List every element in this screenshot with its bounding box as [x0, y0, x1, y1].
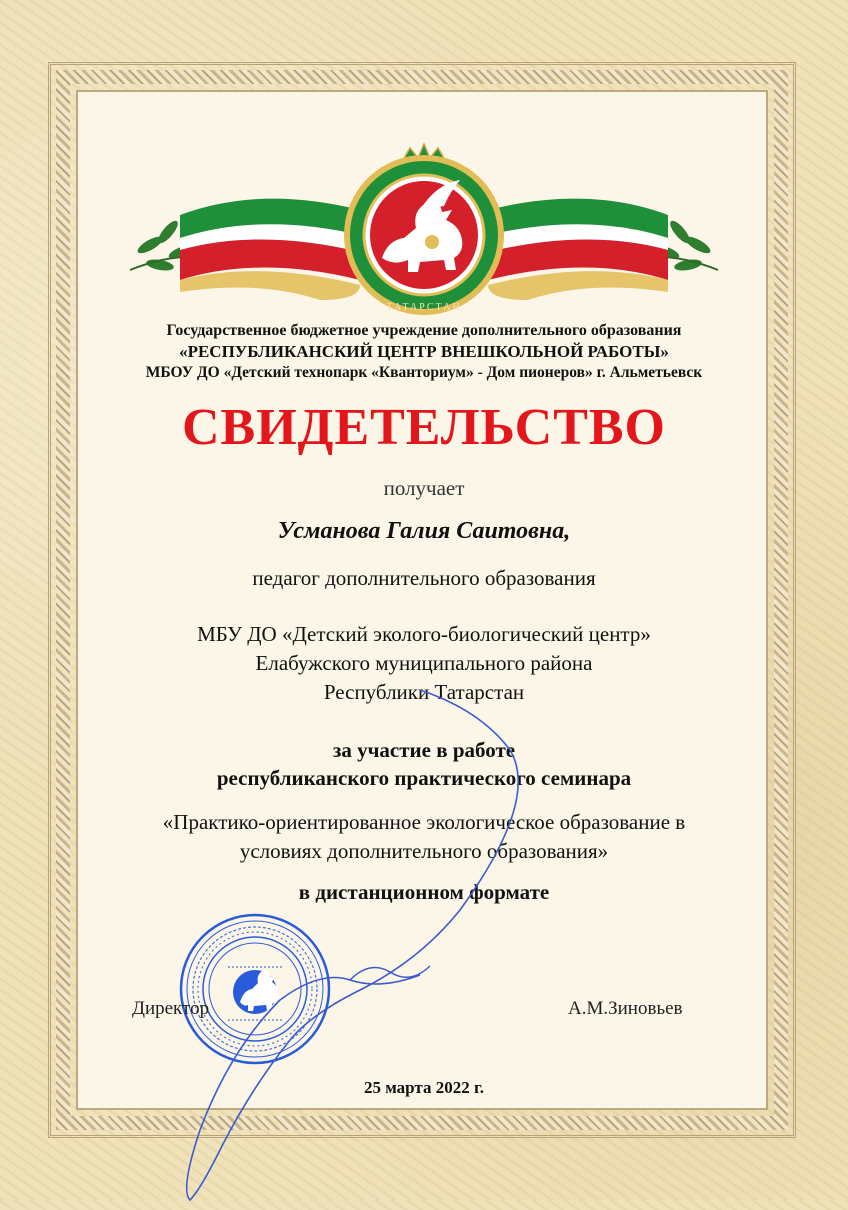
topic-line-1: «Практико-ориентированное экологическое образование в	[162, 810, 686, 834]
reason-line-1: за участие в работе	[332, 738, 516, 762]
certificate-title: СВИДЕТЕЛЬСТВО	[181, 399, 667, 456]
format-line: в дистанционном формате	[298, 880, 550, 904]
issue-date: 25 марта 2022 г.	[363, 1078, 485, 1097]
institution-line-2: «РЕСПУБЛИКАНСКИЙ ЦЕНТР ВНЕШКОЛЬНОЙ РАБОТЫ»	[179, 342, 669, 361]
institution-line-3: МБОУ ДО «Детский технопарк «Кванториум» - Дом пионеров» г. Альметьевск	[145, 364, 703, 381]
organization-line-2: Елабужского муниципального района	[255, 651, 593, 675]
official-stamp-icon	[178, 912, 332, 1066]
receives-label: получает	[383, 476, 465, 500]
emblem-caption: ТАТАРСТАН	[386, 302, 462, 313]
recipient-name: Усманова Галия Саитовна,	[277, 518, 571, 544]
institution-line-1: Государственное бюджетное учреждение дополнительного образования	[166, 322, 682, 339]
recipient-position: педагог дополнительного образования	[252, 566, 596, 590]
organization-line-3: Республики Татарстан	[323, 680, 525, 704]
reason-line-2: республиканского практического семинара	[216, 766, 632, 790]
director-name: А.М.Зиновьев	[568, 998, 683, 1019]
organization-line-1: МБУ ДО «Детский эколого-биологический центр»	[197, 622, 651, 646]
tatarstan-emblem-icon	[120, 140, 728, 320]
director-role: Директор	[132, 998, 210, 1019]
topic-line-2: условиях дополнительного образования»	[239, 839, 609, 863]
